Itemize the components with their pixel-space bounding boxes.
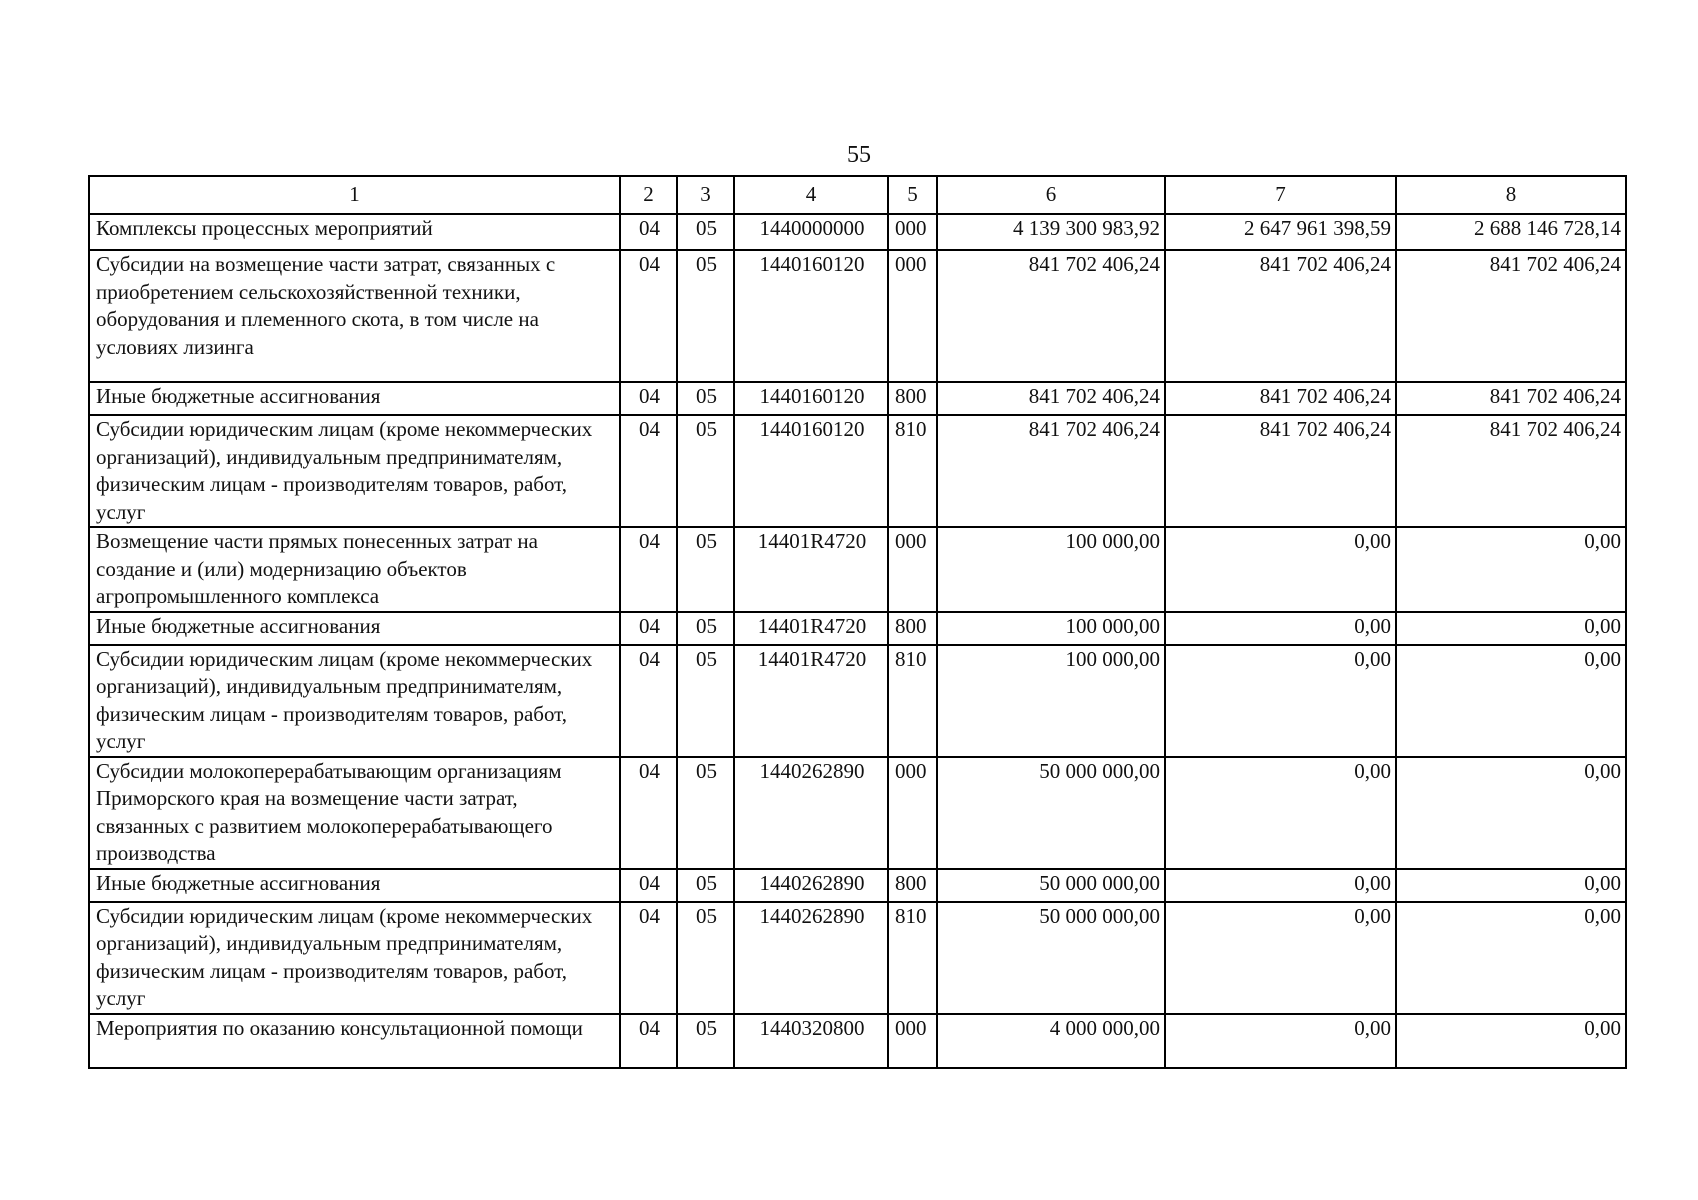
subsection-code: 05	[677, 415, 734, 527]
row-name: Возмещение части прямых понесенных затрат на создание и (или) модернизацию объектов агропромышленного комплекса	[89, 527, 620, 612]
expense-type-code: 000	[888, 757, 937, 869]
amount-year-3: 0,00	[1396, 902, 1626, 1014]
table-row	[89, 869, 1626, 902]
amount-year-2: 0,00	[1165, 527, 1396, 612]
column-header-6: 6	[937, 176, 1165, 214]
table-row	[89, 645, 1626, 757]
column-header-8: 8	[1396, 176, 1626, 214]
page-number: 55	[847, 142, 871, 168]
target-article-code: 1440160120	[734, 250, 888, 382]
subsection-code: 05	[677, 645, 734, 757]
section-code: 04	[620, 902, 677, 1014]
amount-year-2: 0,00	[1165, 612, 1396, 645]
target-article-code: 1440262890	[734, 869, 888, 902]
amount-year-1: 100 000,00	[937, 645, 1165, 757]
column-header-7: 7	[1165, 176, 1396, 214]
header-row	[89, 176, 1626, 214]
table-row	[89, 382, 1626, 415]
amount-year-3: 0,00	[1396, 645, 1626, 757]
subsection-code: 05	[677, 250, 734, 382]
expense-type-code: 810	[888, 645, 937, 757]
section-code: 04	[620, 612, 677, 645]
amount-year-3: 0,00	[1396, 869, 1626, 902]
row-name: Субсидии молокоперерабатывающим организациям Приморского края на возмещение части затрат, связанных с развитием молокоперерабатывающего производства	[89, 757, 620, 869]
expense-type-code: 810	[888, 415, 937, 527]
target-article-code: 1440000000	[734, 214, 888, 250]
table-row	[89, 612, 1626, 645]
column-header-1: 1	[89, 176, 620, 214]
amount-year-2: 841 702 406,24	[1165, 415, 1396, 527]
amount-year-3: 841 702 406,24	[1396, 250, 1626, 382]
target-article-code: 1440320800	[734, 1014, 888, 1068]
column-header-3: 3	[677, 176, 734, 214]
amount-year-1: 841 702 406,24	[937, 382, 1165, 415]
section-code: 04	[620, 527, 677, 612]
target-article-code: 14401R4720	[734, 612, 888, 645]
amount-year-2: 841 702 406,24	[1165, 250, 1396, 382]
section-code: 04	[620, 1014, 677, 1068]
column-header-2: 2	[620, 176, 677, 214]
section-code: 04	[620, 214, 677, 250]
target-article-code: 1440160120	[734, 415, 888, 527]
amount-year-1: 50 000 000,00	[937, 869, 1165, 902]
amount-year-3: 0,00	[1396, 527, 1626, 612]
column-header-5: 5	[888, 176, 937, 214]
amount-year-3: 841 702 406,24	[1396, 382, 1626, 415]
expense-type-code: 810	[888, 902, 937, 1014]
row-name: Мероприятия по оказанию консультационной помощи	[89, 1014, 620, 1068]
row-name: Субсидии юридическим лицам (кроме некоммерческих организаций), индивидуальным предпринимателям, физическим лицам - производителям товаров, работ, услуг	[89, 902, 620, 1014]
section-code: 04	[620, 645, 677, 757]
table-row	[89, 527, 1626, 612]
amount-year-3: 0,00	[1396, 757, 1626, 869]
subsection-code: 05	[677, 382, 734, 415]
amount-year-2: 2 647 961 398,59	[1165, 214, 1396, 250]
row-name: Иные бюджетные ассигнования	[89, 612, 620, 645]
target-article-code: 14401R4720	[734, 645, 888, 757]
subsection-code: 05	[677, 869, 734, 902]
section-code: 04	[620, 757, 677, 869]
amount-year-2: 0,00	[1165, 902, 1396, 1014]
row-name: Субсидии юридическим лицам (кроме некоммерческих организаций), индивидуальным предпринимателям, физическим лицам - производителям товаров, работ, услуг	[89, 645, 620, 757]
subsection-code: 05	[677, 1014, 734, 1068]
row-name: Иные бюджетные ассигнования	[89, 382, 620, 415]
amount-year-1: 100 000,00	[937, 612, 1165, 645]
row-name: Субсидии на возмещение части затрат, связанных с приобретением сельскохозяйственной техники, оборудования и племенного скота, в том числе на условиях лизинга	[89, 250, 620, 382]
amount-year-2: 0,00	[1165, 869, 1396, 902]
table-body	[89, 214, 1626, 1068]
amount-year-1: 841 702 406,24	[937, 415, 1165, 527]
amount-year-2: 841 702 406,24	[1165, 382, 1396, 415]
subsection-code: 05	[677, 214, 734, 250]
amount-year-3: 0,00	[1396, 612, 1626, 645]
subsection-code: 05	[677, 612, 734, 645]
expense-type-code: 800	[888, 382, 937, 415]
target-article-code: 1440262890	[734, 902, 888, 1014]
amount-year-3: 2 688 146 728,14	[1396, 214, 1626, 250]
section-code: 04	[620, 382, 677, 415]
target-article-code: 1440160120	[734, 382, 888, 415]
amount-year-1: 4 139 300 983,92	[937, 214, 1165, 250]
amount-year-1: 50 000 000,00	[937, 757, 1165, 869]
amount-year-1: 841 702 406,24	[937, 250, 1165, 382]
amount-year-1: 50 000 000,00	[937, 902, 1165, 1014]
subsection-code: 05	[677, 527, 734, 612]
amount-year-2: 0,00	[1165, 757, 1396, 869]
target-article-code: 1440262890	[734, 757, 888, 869]
amount-year-1: 4 000 000,00	[937, 1014, 1165, 1068]
table-row	[89, 757, 1626, 869]
amount-year-1: 100 000,00	[937, 527, 1165, 612]
section-code: 04	[620, 250, 677, 382]
expense-type-code: 000	[888, 250, 937, 382]
expense-type-code: 000	[888, 527, 937, 612]
subsection-code: 05	[677, 902, 734, 1014]
amount-year-2: 0,00	[1165, 645, 1396, 757]
table-row	[89, 902, 1626, 1014]
expense-type-code: 800	[888, 612, 937, 645]
table-row	[89, 415, 1626, 527]
table-row	[89, 1014, 1626, 1068]
amount-year-3: 0,00	[1396, 1014, 1626, 1068]
table-row	[89, 214, 1626, 250]
table-row	[89, 250, 1626, 382]
amount-year-2: 0,00	[1165, 1014, 1396, 1068]
subsection-code: 05	[677, 757, 734, 869]
amount-year-3: 841 702 406,24	[1396, 415, 1626, 527]
row-name: Субсидии юридическим лицам (кроме некоммерческих организаций), индивидуальным предпринимателям, физическим лицам - производителям товаров, работ, услуг	[89, 415, 620, 527]
section-code: 04	[620, 415, 677, 527]
section-code: 04	[620, 869, 677, 902]
row-name: Иные бюджетные ассигнования	[89, 869, 620, 902]
target-article-code: 14401R4720	[734, 527, 888, 612]
column-header-4: 4	[734, 176, 888, 214]
expense-type-code: 000	[888, 214, 937, 250]
row-name: Комплексы процессных мероприятий	[89, 214, 620, 250]
expense-type-code: 000	[888, 1014, 937, 1068]
expense-type-code: 800	[888, 869, 937, 902]
budget-table	[88, 175, 1627, 1069]
